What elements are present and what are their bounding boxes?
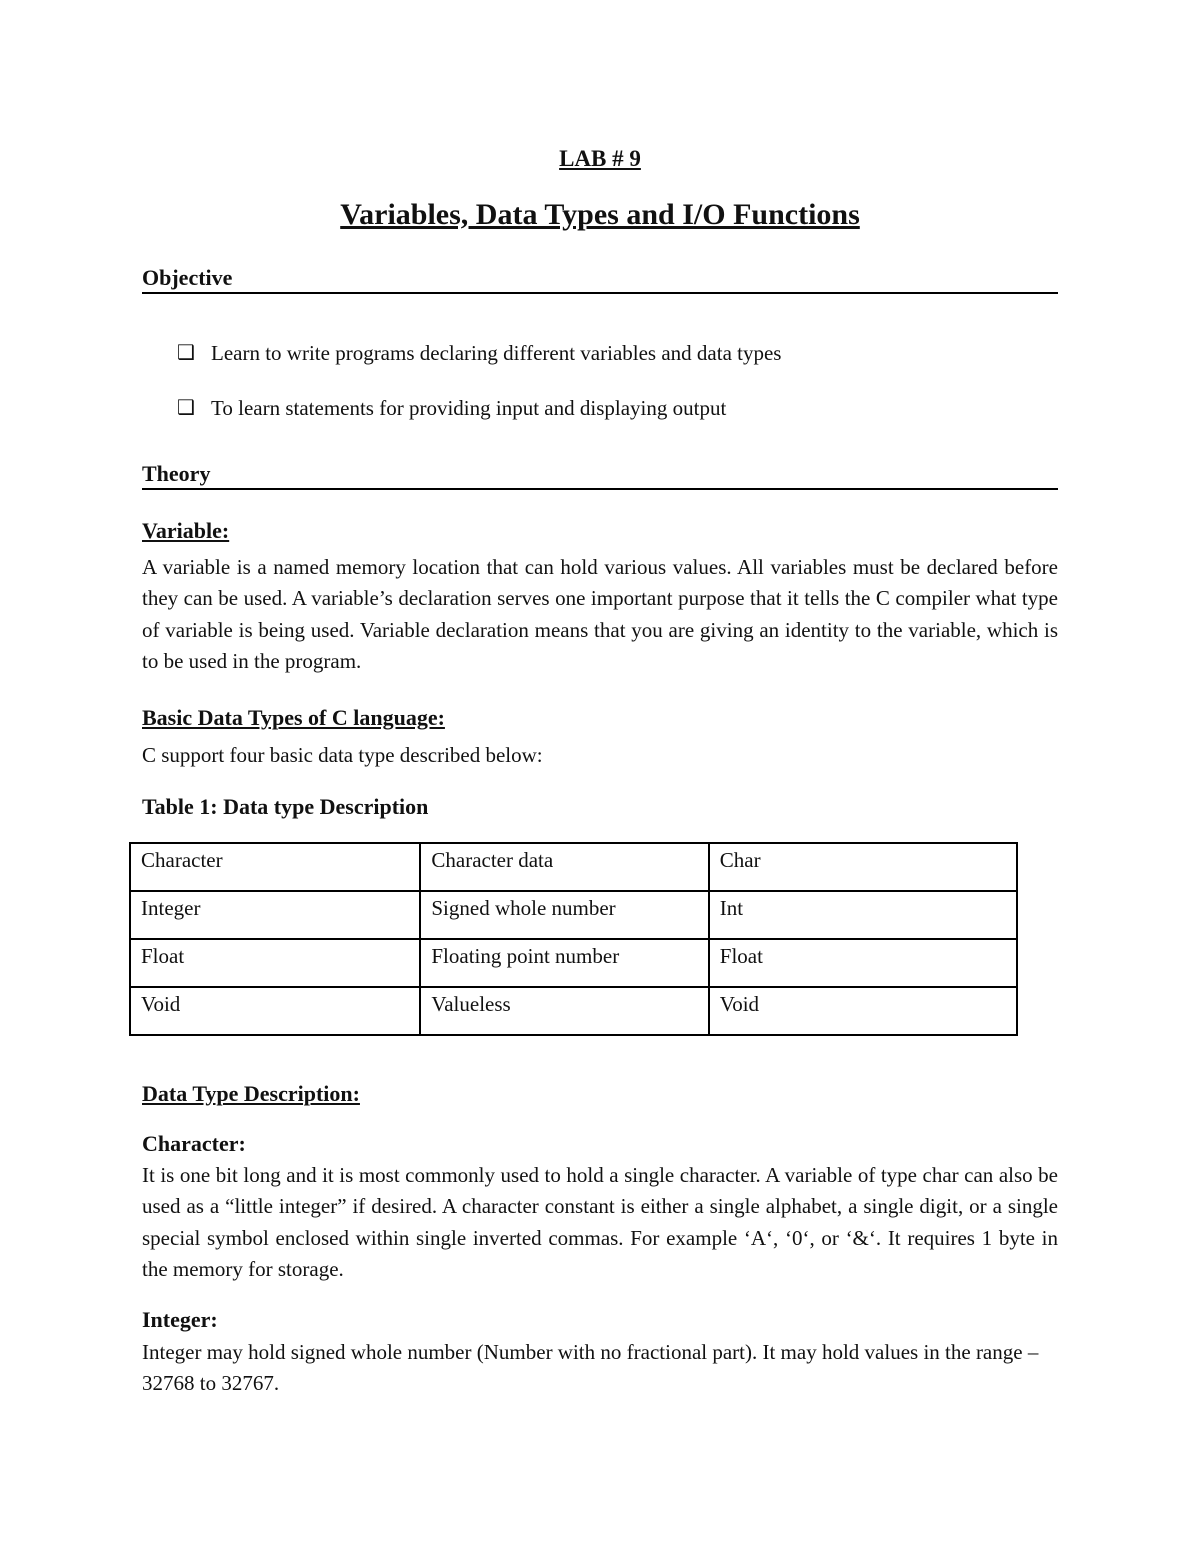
character-heading: Character: (142, 1131, 246, 1156)
data-type-description-heading: Data Type Description: (142, 1081, 360, 1106)
table-cell: Signed whole number (420, 891, 708, 939)
basic-types-heading: Basic Data Types of C language: (142, 705, 445, 730)
variable-heading: Variable: (142, 518, 230, 543)
objective-item-text: Learn to write programs declaring different variables and data types (211, 341, 782, 365)
table-cell: Int (709, 891, 1017, 939)
table-row (130, 843, 1017, 891)
table-row (130, 987, 1017, 1035)
table-row (130, 891, 1017, 939)
bullet-icon: ❑ (177, 397, 195, 419)
page-title: Variables, Data Types and I/O Functions (340, 198, 860, 231)
objective-item-text: To learn statements for providing input and displaying output (211, 396, 727, 420)
objective-heading: Objective (142, 266, 1058, 294)
table-cell: Character data (420, 843, 708, 891)
basic-types-intro: C support four basic data type described below: (142, 743, 543, 767)
table-row (130, 939, 1017, 987)
table-cell: Float (130, 939, 420, 987)
table-cell: Floating point number (420, 939, 708, 987)
objective-item (177, 395, 726, 421)
bullet-icon: ❑ (177, 342, 195, 364)
table-cell: Void (130, 987, 420, 1035)
character-paragraph: It is one bit long and it is most commonly used to hold a single character. A variable of type char can also be used as a “little integer” if desired. A character constant is either a single alphabet, a single digit, or a single special symbol enclosed within single inverted commas. For example ‘A‘, ‘0‘, or ‘&‘. It requires 1 byte in the memory for storage. (142, 1163, 1058, 1282)
objective-item (177, 340, 781, 366)
data-type-table (129, 842, 1018, 1036)
lab-number: LAB # 9 (559, 146, 641, 171)
table-cell: Float (709, 939, 1017, 987)
integer-paragraph: Integer may hold signed whole number (Number with no fractional part). It may hold values in the range –32768 to 32767. (142, 1340, 1039, 1396)
variable-paragraph: A variable is a named memory location that can hold various values. All variables must be declared before they can be used. A variable’s declaration serves one important purpose that it tells the C compiler what type of variable is being used. Variable declaration means that you are giving an identity to the variable, which is to be used in the program. (142, 555, 1058, 674)
table-cell: Valueless (420, 987, 708, 1035)
integer-heading: Integer: (142, 1307, 218, 1332)
table-cell: Void (709, 987, 1017, 1035)
table-cell: Integer (130, 891, 420, 939)
table-cell: Char (709, 843, 1017, 891)
table-cell: Character (130, 843, 420, 891)
table-caption: Table 1: Data type Description (142, 794, 429, 819)
theory-heading: Theory (142, 462, 1058, 490)
